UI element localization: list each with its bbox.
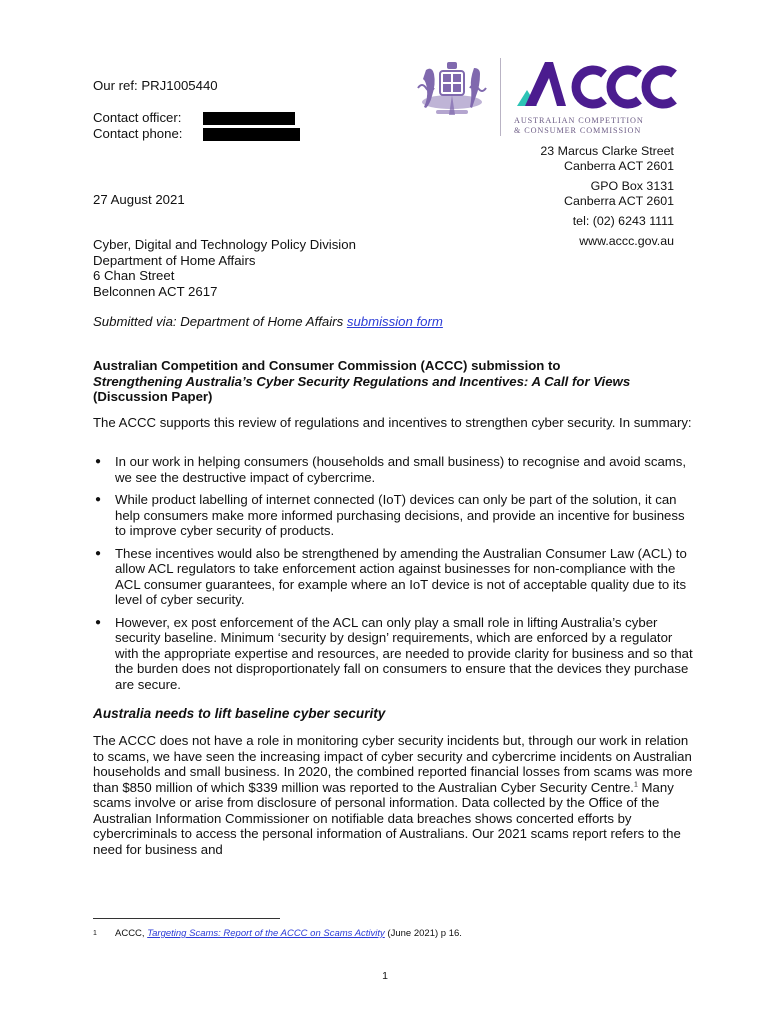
bullet-icon: ● — [95, 616, 102, 628]
accc-logo — [512, 56, 677, 138]
list-item — [93, 454, 693, 485]
footnote-prefix: ACCC, — [115, 928, 148, 939]
redacted-phone-number — [203, 128, 300, 141]
submitted-via — [93, 314, 443, 330]
contact-block — [93, 110, 300, 142]
bullet-icon: ● — [95, 547, 102, 559]
address-po-city: Canberra ACT 2601 — [564, 194, 674, 208]
accc-logo-subtitle — [514, 116, 679, 136]
page-number: 1 — [382, 970, 388, 982]
bullet-icon: ● — [95, 494, 102, 505]
recipient-address — [93, 237, 356, 299]
title-line-2: Strengthening Australia’s Cyber Security Regulations and Incentives: A Call for Views — [93, 373, 631, 389]
logo-subtitle-line2: & CONSUMER COMMISSION — [514, 126, 642, 135]
contact-officer-row — [93, 110, 300, 126]
footnote-suffix: (June 2021) p 16. — [384, 928, 462, 939]
logo-divider — [500, 58, 501, 136]
address-telephone: tel: (02) 6243 1111 — [572, 214, 674, 228]
contact-phone-row — [93, 126, 300, 142]
list-item — [93, 615, 693, 693]
sender-address — [540, 144, 674, 249]
recipient-line-division: Cyber, Digital and Technology Policy Division — [93, 237, 356, 252]
address-city: Canberra ACT 2601 — [564, 159, 674, 173]
submission-form-link[interactable]: submission form — [346, 314, 443, 329]
list-item — [93, 546, 693, 608]
recipient-line-city: Belconnen ACT 2617 — [93, 283, 218, 299]
recipient-line-street: 6 Chan Street — [93, 268, 175, 283]
logo-subtitle-line1: AUSTRALIAN COMPETITION — [514, 116, 644, 125]
our-reference: Our ref: PRJ1005440 — [93, 78, 218, 93]
bullet-text: While product labelling of internet connected (IoT) devices can only be part of the solution, it can help consumers make more informed purchasing decisions, and provide an incentive for business to improve cyber security of products. — [115, 492, 685, 538]
bullet-text: However, ex post enforcement of the ACL can only play a small role in lifting Australia’s cyber security baseline. Minimum ‘security by design’ requirements, which are enforced by a regulator with the appropriate expertise and resources, are needed to provide clarity for business and so that the burden does not disproportionately fall on consumers to ensure that the devices they purchase are secure. — [115, 614, 693, 692]
letter-date: 27 August 2021 — [93, 192, 185, 207]
coat-of-arms-icon — [412, 58, 492, 124]
recipient-line-department: Department of Home Affairs — [93, 252, 256, 268]
address-street: 23 Marcus Clarke Street — [540, 144, 674, 158]
list-item — [93, 492, 693, 539]
accc-wordmark-icon — [512, 56, 677, 112]
contact-officer-label: Contact officer: — [93, 110, 182, 126]
footnote-divider — [93, 918, 280, 919]
document-title — [93, 358, 693, 405]
footnote-reference[interactable]: 1 — [633, 781, 638, 789]
intro-paragraph: The ACCC supports this review of regulations and incentives to strengthen cyber security. In summary: — [93, 415, 692, 430]
bullet-text: In our work in helping consumers (households and small business) to recognise and avoid scams, we see the destructive impact of cybercrime. — [115, 454, 687, 485]
title-line-3: (Discussion Paper) — [93, 389, 213, 404]
address-po-box: GPO Box 3131 — [590, 179, 674, 193]
section-heading: Australia needs to lift baseline cyber security — [93, 706, 386, 721]
paragraph-text-part1: The ACCC does not have a role in monitoring cyber security incidents but, through our work in relation to scams, we have seen the increasing impact of cyber security and cybercrime incidents on Australian households and small business. In 2020, the combined reported financial losses from scams was more than $850 million of which $339 million was reported to the Australian Cyber Security Centre. — [93, 733, 693, 795]
submitted-via-text: Submitted via: Department of Home Affairs — [93, 314, 347, 329]
address-website: www.accc.gov.au — [579, 234, 674, 248]
bullet-icon: ● — [95, 456, 102, 467]
summary-bullet-list — [93, 454, 693, 699]
body-paragraph — [93, 733, 693, 857]
paragraph-text-part2: Many scams involve or arise from disclosure of personal information. Data collected by the Office of the Australian Information Commissioner on notifiable data breaches shows concerted efforts by cybercriminals to access the personal information of Australians. Our 2021 scams report refers to the need for business and — [93, 779, 681, 857]
redacted-officer-name — [203, 112, 295, 125]
title-line-1: Australian Competition and Consumer Commission (ACCC) submission to — [93, 358, 561, 373]
bullet-text: These incentives would also be strengthened by amending the Australian Consumer Law (ACL) to allow ACL regulators to take enforcement action against businesses for non-compliance with the ACL consumer guarantees, for example where an IoT device is not of acceptable quality due to its level of cyber security. — [115, 545, 687, 607]
footnote — [93, 928, 462, 940]
contact-phone-label: Contact phone: — [93, 126, 183, 142]
footnote-number: 1 — [93, 930, 97, 937]
footnote-report-link[interactable]: Targeting Scams: Report of the ACCC on Scams Activity — [147, 928, 385, 939]
